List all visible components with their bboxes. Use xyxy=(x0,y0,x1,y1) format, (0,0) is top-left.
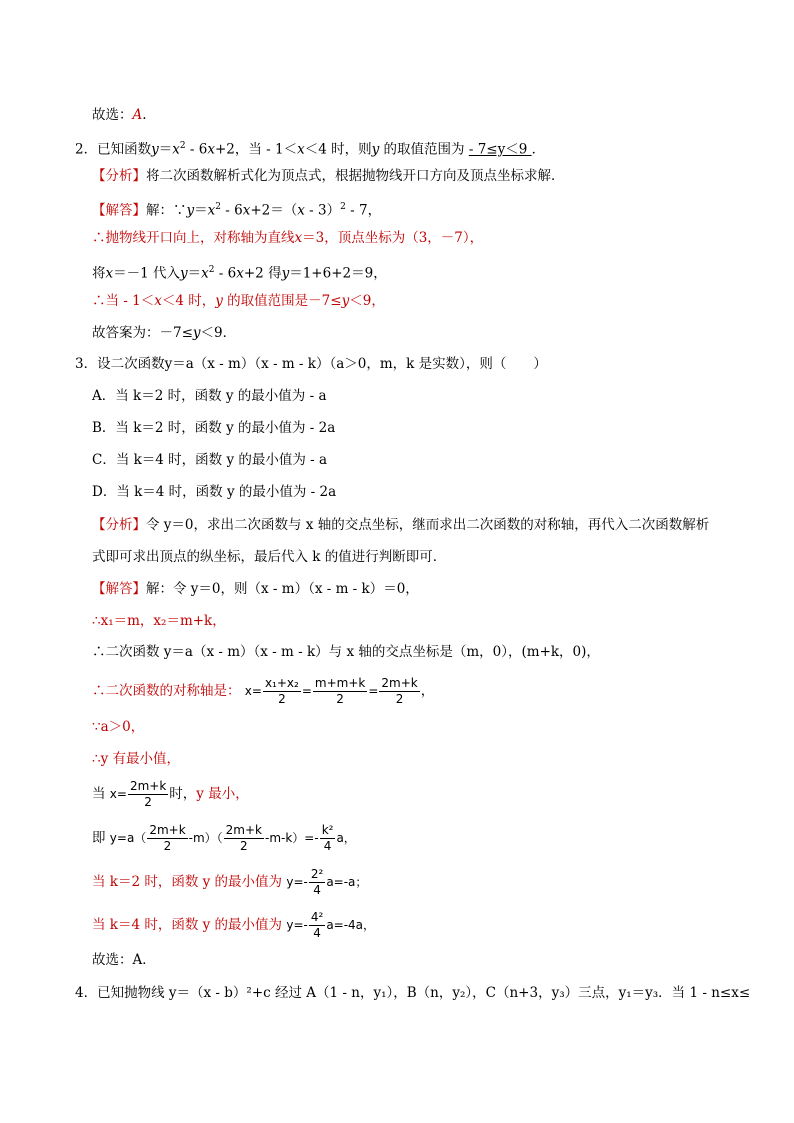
text: 当 xyxy=(92,786,110,802)
numerator: 2m+k xyxy=(225,823,262,837)
text: ∴二次函数的对称轴是： xyxy=(92,683,241,699)
axis-formula xyxy=(244,676,435,706)
question-3: 3．设二次函数y＝a（x - m）（x - m - k）（a＞0，m，k 是实数），则（ ） xyxy=(75,356,547,372)
fraction xyxy=(147,823,187,854)
var-x: x xyxy=(236,265,244,282)
text: y=- xyxy=(286,918,308,932)
text: -m）（ xyxy=(188,831,223,845)
denominator: 2 xyxy=(278,692,286,706)
analysis-text: 将二次函数解析式化为顶点式，根据抛物线开口方向及顶点坐标求解． xyxy=(146,168,565,184)
option-c: C．当 k＝4 时，函数 y 的最小值为 - a xyxy=(92,452,328,468)
solution-q2-answer xyxy=(92,324,236,342)
var-x: x xyxy=(201,265,209,282)
answer-choice: A xyxy=(132,107,143,123)
var-y: y xyxy=(281,265,290,282)
exponent: 2 xyxy=(179,141,186,151)
text: y=- xyxy=(286,875,308,889)
text: +2＝（ xyxy=(250,202,298,219)
numerator: m+m+k xyxy=(314,676,366,690)
numerator: 2m+k xyxy=(129,779,167,793)
q2-text: ＜4 时，则 xyxy=(304,141,372,158)
text: ＜4 时， xyxy=(161,293,216,309)
var-x: x xyxy=(207,141,215,158)
solution-q3-step1: ∴x₁＝m，x₂＝m+k， xyxy=(92,613,226,629)
fraction xyxy=(224,823,264,854)
text: ＜9． xyxy=(200,325,237,341)
text: - 6 xyxy=(214,265,237,282)
numerator: 2² xyxy=(310,867,324,881)
var-y: y xyxy=(151,141,159,158)
var-x: x xyxy=(154,293,162,309)
analysis-q2 xyxy=(92,167,565,185)
text: 解：令 y＝0，则（x - m）（x - m - k）＝0， xyxy=(146,581,419,597)
text: a=-a； xyxy=(326,875,368,889)
text: ＝ xyxy=(187,265,202,282)
exponent: 2 xyxy=(215,202,221,212)
text: - 3） xyxy=(304,202,341,219)
answer-label: 故选： xyxy=(92,107,133,123)
text: x= xyxy=(109,787,127,801)
var-y: y xyxy=(186,202,195,219)
var-y: y xyxy=(215,293,223,309)
solution-tag: 【解答】 xyxy=(92,581,146,597)
period: . xyxy=(142,107,147,123)
var-x: x xyxy=(172,141,180,158)
text: -m-k）=- xyxy=(265,831,319,845)
q2-text: - 6 xyxy=(185,141,208,158)
q2-text: ＝ xyxy=(158,141,173,158)
question-4: 4．已知抛物线 y＝（x - b）²+c 经过 A（1 - n，y₁），B（n，y₂），C（n+3，y₃）三点，y₁＝y₃．当 1 - n≤x≤ xyxy=(75,985,751,1001)
denominator: 4 xyxy=(323,839,332,853)
var-x: x xyxy=(297,202,305,219)
text: 时， xyxy=(169,786,197,802)
var-x: x xyxy=(105,265,114,282)
previous-answer-line xyxy=(92,106,147,124)
numerator: 4² xyxy=(310,910,324,924)
text: ＝1+6+2＝9， xyxy=(289,265,387,282)
text: 当 k＝2 时，函数 y 的最小值为 xyxy=(92,874,287,890)
text: ∴当 - 1＜ xyxy=(92,293,155,309)
option-b: B．当 k＝2 时，函数 y 的最小值为 - 2a xyxy=(92,420,336,436)
var-y: y xyxy=(371,141,380,158)
text: 解：∵ xyxy=(146,202,187,219)
fraction xyxy=(309,910,325,941)
exponent: 2 xyxy=(340,202,346,212)
analysis-q3-line2: 式即可求出顶点的纵坐标，最后代入 k 的值进行判断即可． xyxy=(92,549,447,565)
text: - 6 xyxy=(221,202,243,219)
solution-q3-line1 xyxy=(92,580,419,598)
text: +2 得 xyxy=(243,265,282,282)
text: x= xyxy=(244,684,262,698)
text: y 最小， xyxy=(196,786,249,802)
formula xyxy=(286,867,368,897)
solution-q3-step5: ∴y 有最小值， xyxy=(92,751,181,767)
analysis-tag: 【分析】 xyxy=(92,517,146,533)
exponent: 2 xyxy=(208,265,215,275)
text: - 7， xyxy=(345,202,382,219)
fraction xyxy=(379,676,419,707)
denominator: 2 xyxy=(163,839,172,853)
fraction xyxy=(309,867,325,898)
numerator: k² xyxy=(321,823,334,837)
fraction xyxy=(313,676,367,707)
text: 当 k＝4 时，函数 y 的最小值为 xyxy=(92,917,287,933)
var-x: x xyxy=(294,230,303,246)
text: 故答案为：－7≤ xyxy=(92,325,193,341)
text: ＝3，顶点坐标为（3，－7）， xyxy=(302,230,484,246)
numerator: 2m+k xyxy=(149,823,186,837)
solution-q3-step8 xyxy=(92,862,367,902)
fraction xyxy=(128,779,168,810)
option-d: D．当 k＝4 时，函数 y 的最小值为 - 2a xyxy=(92,484,337,500)
formula xyxy=(286,910,376,940)
denominator: 4 xyxy=(313,883,321,897)
analysis-tag: 【分析】 xyxy=(92,168,146,184)
denominator: 2 xyxy=(395,692,404,706)
analysis-q3-line1 xyxy=(92,516,709,534)
solution-q3-step7 xyxy=(92,818,356,858)
text: ， xyxy=(420,683,435,699)
text: = xyxy=(301,684,312,698)
q2-text: 2．已知函数 xyxy=(75,141,152,158)
text: ＜9， xyxy=(349,293,385,309)
text: 将 xyxy=(92,265,106,282)
option-a: A．当 k＝2 时，函数 y 的最小值为 - a xyxy=(92,388,327,404)
text: = xyxy=(368,684,379,698)
analysis-text: 令 y＝0，求出二次函数与 x 轴的交点坐标，继而求出二次函数的对称轴，再代入二次函数解析 xyxy=(146,517,710,533)
solution-q2-line1 xyxy=(92,198,381,220)
var-y: y xyxy=(180,265,188,282)
solution-q3-step2: ∴二次函数 y＝a（x - m）（x - m - k）与 x 轴的交点坐标是（m，0），(m+k，0)， xyxy=(92,644,600,660)
var-y: y xyxy=(192,325,201,341)
solution-q2-line3 xyxy=(92,261,387,283)
solution-q2-line4 xyxy=(92,292,385,310)
q2-text: 的取值范围为 xyxy=(379,141,469,158)
numerator: 2m+k xyxy=(381,676,418,690)
denominator: 2 xyxy=(240,839,248,853)
text: 的取值范围是－7≤ xyxy=(222,293,342,309)
solution-q3-answer: 故选：A． xyxy=(92,952,156,968)
text: ＝ xyxy=(194,202,208,219)
solution-q2-line2 xyxy=(92,229,483,247)
var-x: x xyxy=(242,202,251,219)
var-y: y xyxy=(341,293,350,309)
solution-tag: 【解答】 xyxy=(92,202,146,219)
text: ＝－1 代入 xyxy=(113,265,181,282)
numerator: x₁+x₂ xyxy=(264,676,299,690)
solution-q3-step3 xyxy=(92,672,434,710)
denominator: 4 xyxy=(313,926,321,940)
solution-q3-step4: ∵a＞0， xyxy=(92,719,145,735)
text: y=a（ xyxy=(109,831,147,845)
fraction xyxy=(320,823,336,854)
text: a=-4a， xyxy=(326,918,376,932)
solution-q3-step9 xyxy=(92,905,375,945)
q2-text: +2，当 - 1＜ xyxy=(214,141,298,158)
denominator: 2 xyxy=(336,692,344,706)
text: a， xyxy=(336,831,356,845)
var-x: x xyxy=(207,202,216,219)
var-x: x xyxy=(297,141,305,158)
text: 即 xyxy=(92,830,110,846)
question-2 xyxy=(75,137,545,159)
text: ∴抛物线开口向上，对称轴为直线 xyxy=(92,230,295,246)
denominator: 2 xyxy=(144,795,152,809)
q2-text: ． xyxy=(531,141,546,158)
solution-q3-step6 xyxy=(92,775,249,813)
fraction xyxy=(263,676,301,707)
answer-blank: - 7≤y＜9 xyxy=(468,141,532,158)
